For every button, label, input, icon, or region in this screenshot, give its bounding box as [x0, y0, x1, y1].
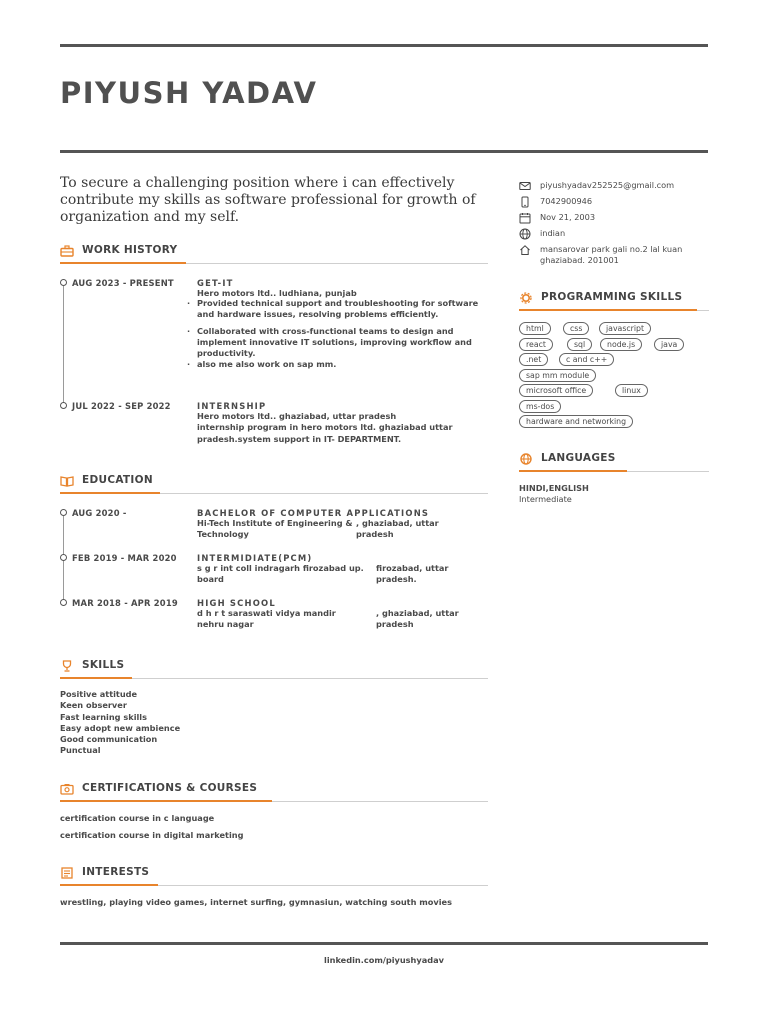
phone-text: 7042900946 — [540, 196, 593, 206]
header-rule — [60, 150, 708, 153]
skill-item: Punctual — [60, 745, 101, 756]
skill-tag: ms-dos — [519, 400, 561, 413]
timeline-dot — [60, 402, 67, 409]
skill-tag: css — [563, 322, 589, 335]
dob-text: Nov 21, 2003 — [540, 212, 596, 222]
timeline-line — [63, 286, 64, 406]
education-location: , ghaziabad, uttar pradesh — [356, 518, 439, 540]
nationality-text: indian — [540, 228, 566, 238]
education-title: EDUCATION — [82, 474, 153, 486]
timeline-dot — [60, 509, 67, 516]
skill-tag: hardware and networking — [519, 415, 633, 428]
skill-tag: .net — [519, 353, 548, 366]
interests-title: INTERESTS — [82, 866, 150, 878]
skill-tag: c and c++ — [559, 353, 614, 366]
certifications-section — [60, 782, 488, 841]
book-icon — [60, 475, 74, 487]
language-level: Intermediate — [519, 494, 572, 504]
languages-section — [519, 452, 709, 504]
work-bullet: · Provided technical support and troubleshooting for software and hardware issues, resolving problems efficiently. — [187, 298, 479, 320]
work-date: AUG 2023 - PRESENT — [72, 278, 174, 288]
education-degree: BACHELOR OF COMPUTER APPLICATIONS — [197, 508, 430, 518]
skill-tag: sap mm module — [519, 369, 596, 382]
work-company-and-description: Hero motors ltd.. ghaziabad, uttar pradesh internship program in hero motors ltd. ghaziabad uttar pradesh.system support in IT- DEPARTMENT. — [197, 411, 453, 444]
globe-icon — [519, 228, 531, 240]
skill-item: Good communication — [60, 734, 158, 745]
skill-item: Positive attitude — [60, 689, 138, 699]
languages-title: LANGUAGES — [541, 452, 616, 464]
certifications-title: CERTIFICATIONS & COURSES — [82, 782, 258, 794]
trophy-icon — [60, 660, 74, 672]
skill-tag: linux — [615, 384, 648, 397]
programming-skills-section — [519, 291, 709, 311]
education-school: s g r int coll indragarh firozabad up. board — [197, 563, 364, 585]
skills-accent-bar — [60, 677, 132, 679]
education-location: firozabad, uttar pradesh. — [376, 563, 449, 585]
skills-title: SKILLS — [82, 659, 125, 671]
footer-rule — [60, 942, 708, 945]
programming-skills-accent-bar — [519, 309, 697, 311]
work-bullets — [187, 298, 487, 371]
work-bullet: · Collaborated with cross-functional teams to design and implement innovative IT solutions, improving workflow and productivity. — [187, 325, 472, 359]
notes-icon — [60, 867, 74, 879]
skill-item: Keen observer — [60, 700, 127, 711]
work-history-accent-bar — [60, 262, 186, 264]
work-history-section — [60, 244, 488, 264]
work-bullet: · also me also work on sap mm. — [187, 359, 337, 370]
education-location: , ghaziabad, uttar pradesh — [376, 608, 459, 630]
skill-tag: javascript — [599, 322, 651, 335]
education-accent-bar — [60, 492, 160, 494]
work-history-header — [60, 244, 488, 264]
objective-statement: To secure a challenging position where i can effectively contribute my skills as software professional for growth of organization and my self. — [60, 175, 476, 225]
certifications-accent-bar — [60, 800, 272, 802]
timeline-dot — [60, 554, 67, 561]
interests-accent-bar — [60, 884, 158, 886]
language-name: HINDI,ENGLISH — [519, 483, 589, 493]
envelope-icon — [519, 180, 531, 192]
top-rule — [60, 44, 708, 47]
languages-header — [519, 452, 709, 472]
education-section — [60, 474, 488, 494]
education-header — [60, 474, 488, 494]
skill-tag: react — [519, 338, 553, 351]
skills-section — [60, 659, 488, 756]
skill-tag: microsoft office — [519, 384, 593, 397]
work-history-title: WORK HISTORY — [82, 244, 178, 256]
candidate-name: PIYUSH YADAV — [60, 76, 318, 110]
skill-tag: html — [519, 322, 551, 335]
certification-item: certification course in digital marketing — [60, 830, 244, 841]
skill-tag: sql — [567, 338, 592, 351]
home-icon — [519, 244, 531, 256]
gear-icon — [519, 292, 533, 304]
interests-section — [60, 866, 488, 907]
globe-icon — [519, 453, 533, 465]
skill-tag: node.js — [600, 338, 642, 351]
certificate-icon — [60, 783, 74, 795]
education-school: Hi-Tech Institute of Engineering & Technology — [197, 518, 353, 540]
skill-item: Easy adopt new ambience — [60, 722, 181, 733]
calendar-icon — [519, 212, 531, 224]
certifications-list — [60, 813, 243, 842]
education-school: d h r t saraswati vidya mandir nehru nagar — [197, 608, 336, 630]
programming-skills-title: PROGRAMMING SKILLS — [541, 291, 683, 303]
certification-item: certification course in c language — [60, 813, 215, 823]
timeline-line — [63, 516, 64, 606]
briefcase-icon — [60, 245, 74, 257]
languages-accent-bar — [519, 470, 627, 472]
timeline-dot — [60, 279, 67, 286]
work-position: GET-IT — [197, 278, 234, 288]
education-degree: HIGH SCHOOL — [197, 598, 276, 608]
education-date: FEB 2019 - MAR 2020 — [72, 553, 177, 563]
timeline-dot — [60, 599, 67, 606]
phone-icon — [519, 196, 531, 208]
certifications-header — [60, 782, 488, 802]
work-position: INTERNSHIP — [197, 401, 267, 411]
email-text[interactable]: piyushyadav252525@gmail.com — [540, 180, 675, 190]
work-company: Hero motors ltd.. ludhiana, punjab — [197, 288, 357, 298]
education-date: MAR 2018 - APR 2019 — [72, 598, 178, 608]
skills-list — [60, 689, 180, 757]
skill-tag: java — [654, 338, 684, 351]
address-text: mansarovar park gali no.2 lal kuan ghaziabad. 201001 — [540, 244, 683, 266]
linkedin-link[interactable]: linkedin.com/piyushyadav — [324, 955, 444, 965]
education-degree: INTERMIDIATE(PCM) — [197, 553, 313, 563]
skills-header — [60, 659, 488, 679]
interests-text: wrestling, playing video games, internet surfing, gymnasiun, watching south movies — [60, 897, 452, 907]
education-date: AUG 2020 - — [72, 508, 127, 518]
interests-header — [60, 866, 488, 886]
skill-item: Fast learning skills — [60, 711, 147, 722]
work-date: JUL 2022 - SEP 2022 — [72, 401, 171, 411]
programming-skills-header — [519, 291, 709, 311]
